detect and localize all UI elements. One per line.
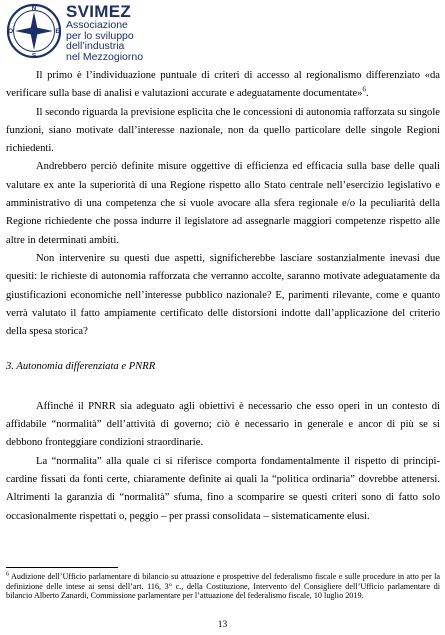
brand-line: dell’industria	[66, 40, 125, 52]
paragraph-end: .	[365, 88, 369, 100]
body-text	[6, 67, 440, 526]
paragraph: Affinché il PNRR sia adeguato agli obiettivi è necessario che esso operi in un contesto di affidabile “normalità” dell’attività di governo; ciò è necessario in generale e ancor di più se si debbono fronteggiare condizioni straordinarie.	[6, 400, 440, 449]
paragraph: Non intervenire su questi due aspetti, significherebbe lasciare sostanzialmente inevasi due quesiti: le richieste di autonomia rafforzata che verranno accolte, saranno motivate adeguatamente da giustificazioni economiche nell’interesse pubblico nazionale? E, parimenti rilevante, come e quanto verrà valutato il fatto ampiamente certificato delle distorsioni indotte dall’applicazione del criterio della spesa storica?	[6, 252, 440, 338]
footnote-reference: 6	[362, 85, 366, 94]
footnote-separator	[6, 567, 118, 568]
paragraph: Il secondo riguarda la previsione esplicita che le concessioni di autonomia rafforzata su singole funzioni, siano motivate dall’interesse nazionale, non da quello particolare delle singole Regioni richiedenti.	[6, 106, 440, 155]
brand-line: Associazione	[66, 19, 128, 31]
footnote-number: 6	[6, 571, 9, 578]
logo-letter-west: O	[8, 28, 14, 36]
paragraph-text: Il primo è l’individuazione puntuale di criteri di accesso al regionalismo differenziato «da verificare sulla base di analisi e valutazioni accurate e adeguatamente documentate»	[6, 70, 440, 100]
page-number: 13	[217, 620, 228, 630]
section-title: 3. Autonomia differenziata e PNRR	[6, 361, 156, 373]
footnote	[6, 572, 440, 601]
brand-line: per lo sviluppo	[66, 29, 134, 42]
logo-letter-north: N	[31, 5, 37, 13]
footnote-text: Audizione dell’Ufficio parlamentare di bilancio su attuazione e prospettive del federalismo fiscale e sulle procedure in atto per la definizione delle intese ai sensi dell’art. 116, 3° c., della Costituzione, Intervento del Consigliere dell’Ufficio parlamentare di bilancio Alberto Zanardi, Commissione parlamentare per l’attuazione del federalismo fiscale, 10 luglio 2019.	[6, 572, 440, 601]
paragraph: La “normalita” alla quale ci si riferisce comporta fondamentalmente il rispetto di principi-cardine fissati da fonti certe, chiaramente definite ai quali la “politica ordinaria” dovrebbe attenersi. Altrimenti la garanzia di “normalità” sfuma, fino a scomparire se questi criteri sono di fatto solo occasionalmente rispettati o, peggio – per prassi consolidata – sistematicamente elusi.	[6, 455, 440, 522]
logo-letter-east: E	[55, 28, 60, 36]
svimez-compass-logo-icon	[6, 3, 62, 59]
brand-block	[66, 4, 143, 62]
logo-letter-south: S	[31, 52, 37, 59]
brand-name: SVIMEZ	[66, 2, 132, 21]
brand-line: nel Mezzogiorno	[66, 50, 144, 63]
paragraph: Andrebbero perciò definite misure oggettive di efficienza ed efficacia sulla base delle quali valutare ex ante la superiorità di una Regione rispetto allo Stato centrale nell’esercizio legislativo e amministrativo di una competenza che si vuole avocare alla sfera regionale e/o la peculiarità della Regione richiedente che possa indurre il legislatore ad assegnarle maggiori competenze rispetto alle altre in determinati ambiti.	[6, 161, 440, 246]
paragraph	[6, 67, 440, 104]
